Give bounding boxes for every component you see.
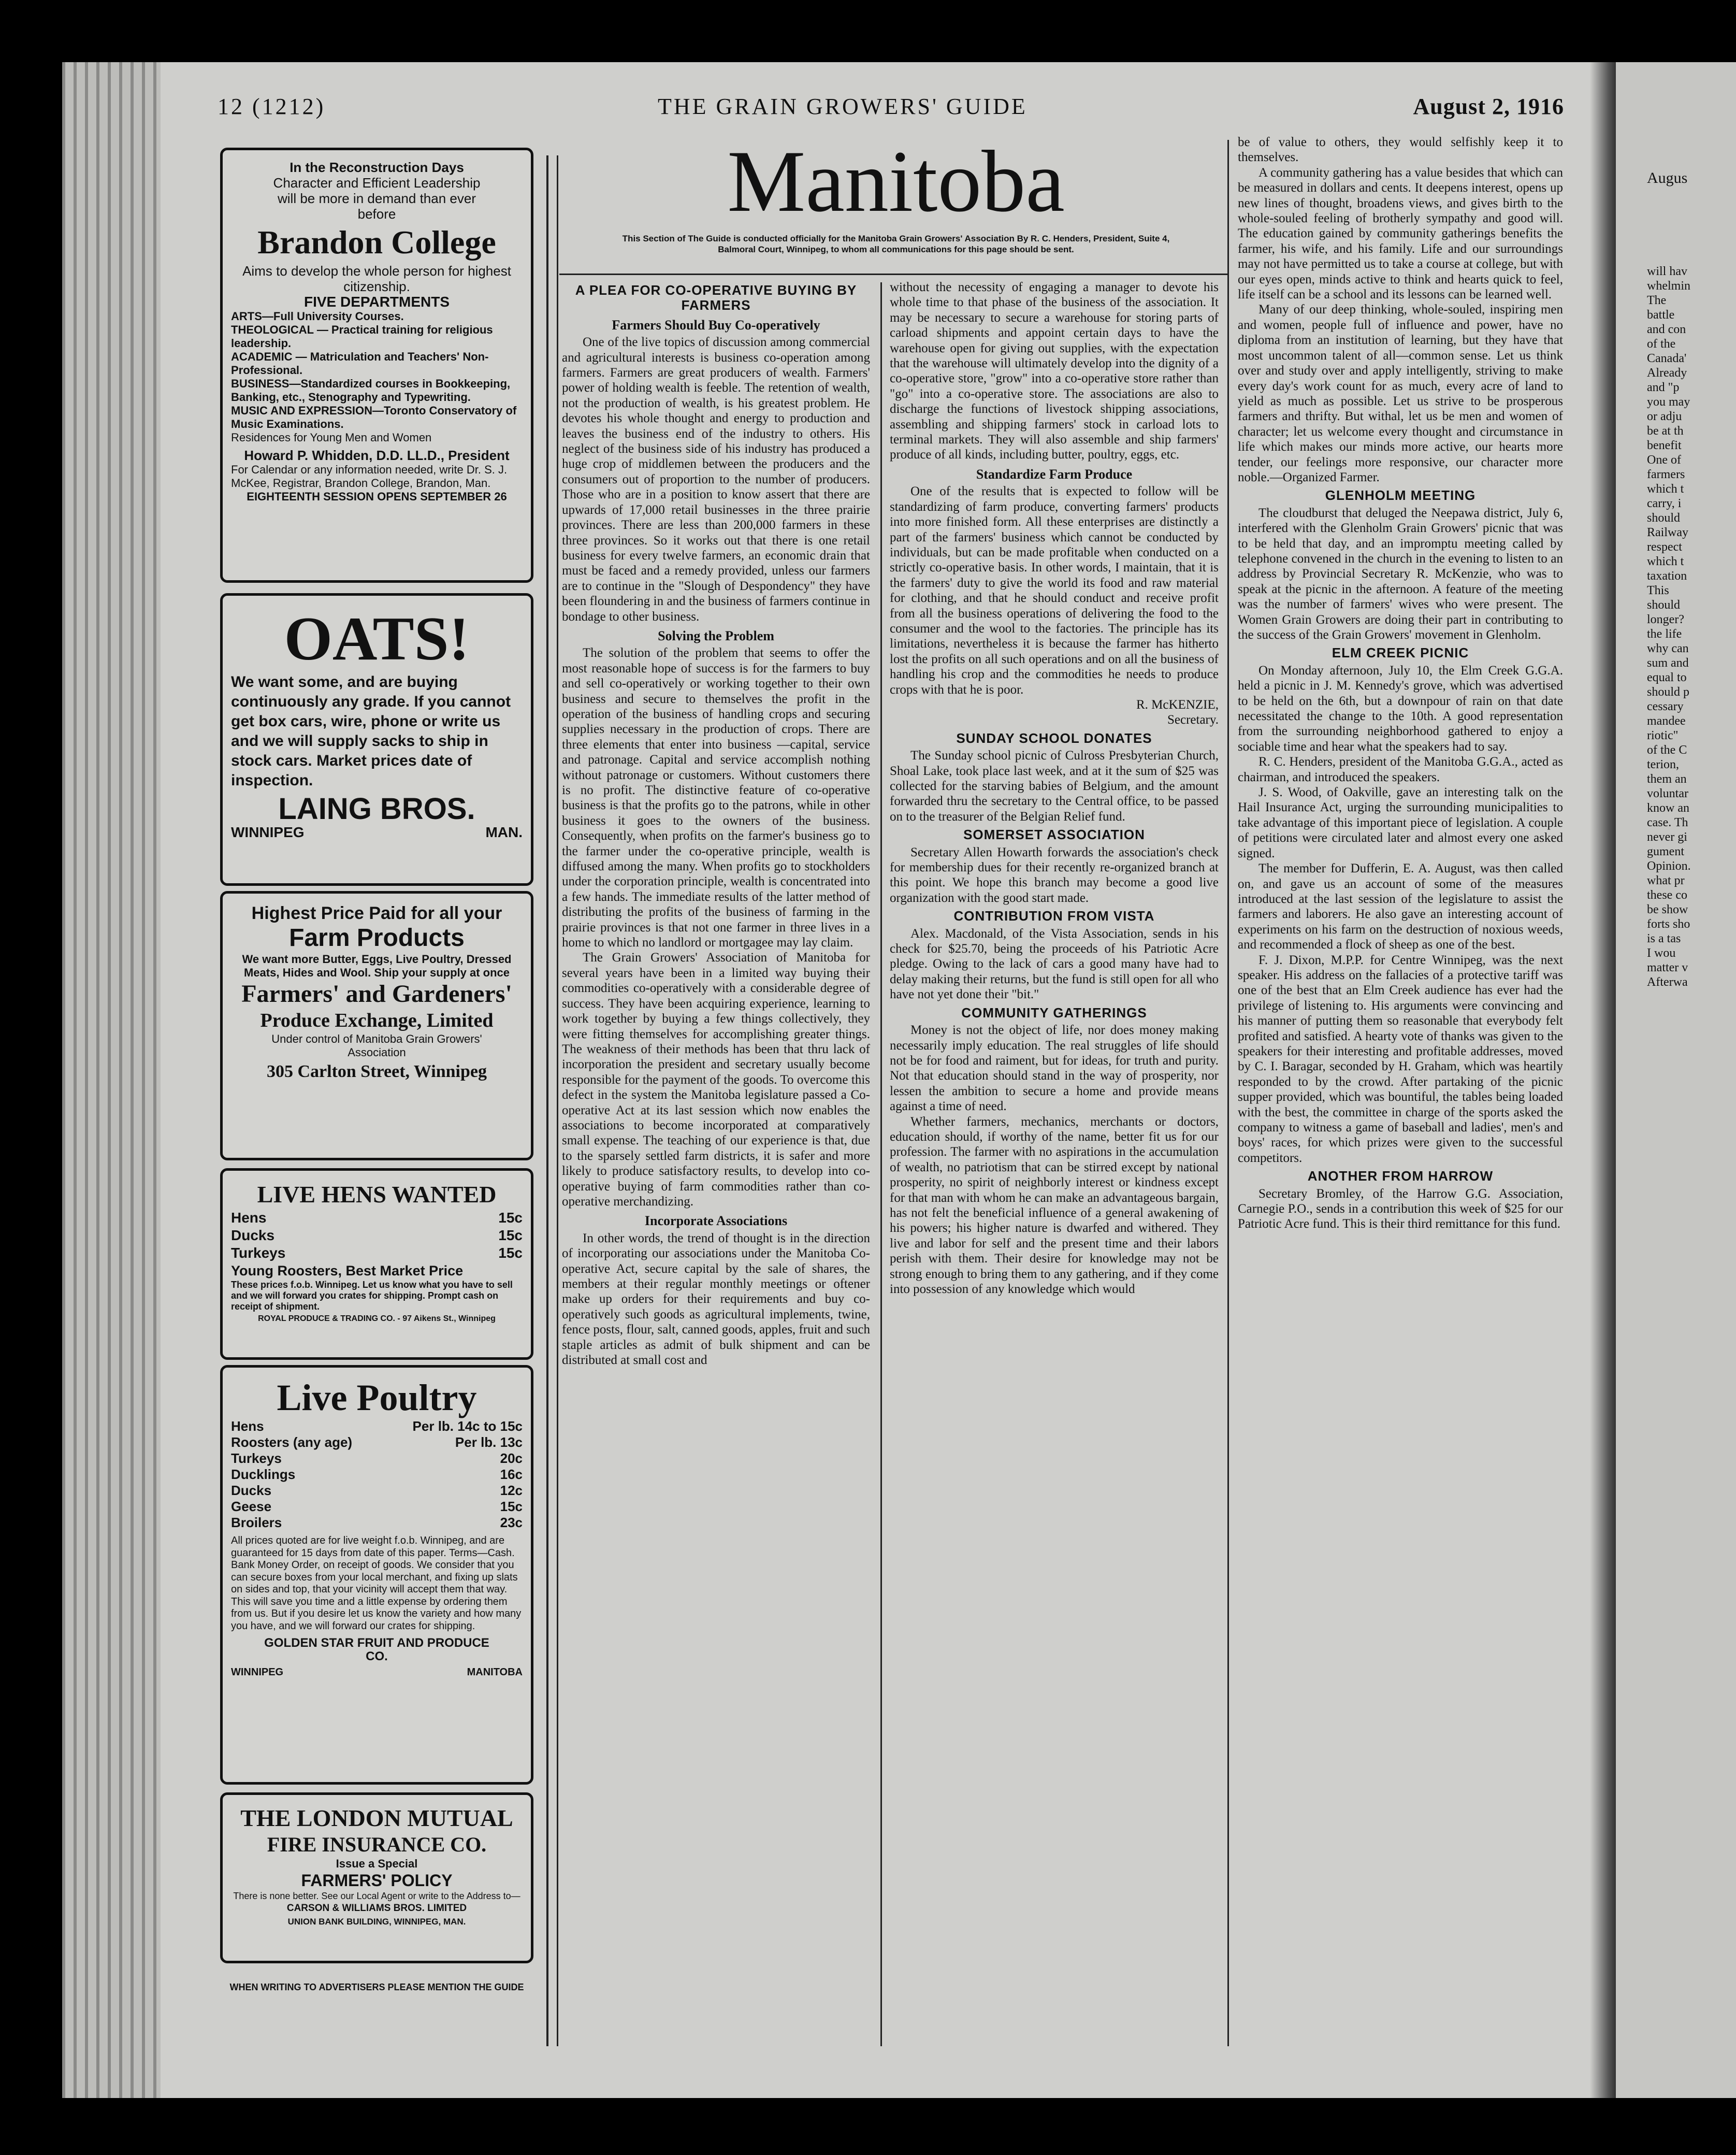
london-mutual-ad	[220, 1792, 533, 1963]
paragraph: A community gathering has a value besides that which can be measured in dollars and cents. It deepens interest, opens up new lines of thought, broadens views, and gives birth to the whole-souled feeling of brotherly sympathy and good will. The education gained by community gatherings benefits the farmer, his wife, and his family. Life and our surroundings may not have permitted us to take a course at college, but with our eyes open, minds active to think and hearts quick to feel, life itself can be a school and its lessons can be learned well.	[1238, 165, 1563, 302]
facing-page-line: longer?	[1647, 613, 1684, 626]
facing-page-line: you may	[1647, 395, 1690, 409]
price-value: Per lb. 13c	[455, 1434, 523, 1450]
column-rule	[557, 155, 558, 2046]
price-item: Turkeys	[231, 1450, 282, 1466]
facing-page-line: and con	[1647, 323, 1686, 336]
ad-kicker: In the Reconstruction Days	[290, 160, 464, 175]
price-value: 16c	[500, 1467, 523, 1482]
ad-province: MANITOBA	[467, 1666, 523, 1678]
publication-title: THE GRAIN GROWERS' GUIDE	[658, 94, 1028, 119]
price-item: Hens	[231, 1210, 267, 1226]
page-header	[218, 93, 1564, 130]
facing-page-line: never gi	[1647, 830, 1687, 844]
ad-body: All prices quoted are for live weight f.o.b. Winnipeg, and are guaranteed for 15 days from date of this paper. Terms—Cash. Bank Money Order, on receipt of goods. We consider that you can secure boxes from your local merchant, and fixing up slats on sides and top, that your vicinity will accept them that way. This will save you time and a little expense by ordering them from us. But if you desire let us know the variety and how many you have, and we will forward our crates for shipping.	[231, 1535, 522, 1632]
book-spine	[62, 62, 161, 2098]
ad-firm: GOLDEN STAR FRUIT AND PRODUCE CO.	[264, 1636, 489, 1663]
ad-kicker: Highest Price Paid for all your	[251, 903, 502, 923]
ad-issue: Issue a Special	[336, 1857, 418, 1870]
facing-page-line: which t	[1647, 482, 1684, 496]
facing-page-line: which t	[1647, 555, 1684, 568]
ad-heading: THE LONDON MUTUAL	[240, 1805, 513, 1831]
price-row	[231, 1483, 523, 1499]
paragraph: In other words, the trend of thought is in the direction of incorporating our associations under the Manitoba Co-operative Act, secure capital by the sale of shares, the members at their regular monthly meetings or oftener make up orders for their requirements and buy co-operatively such goods as agricultural implements, twine, fence posts, flour, salt, canned goods, apples, fruit and such staple articles as admit of bulk shipment and can be distributed at small cost and	[562, 1231, 870, 1368]
price-row	[231, 1244, 523, 1262]
article-headline: A PLEA FOR CO-OPERATIVE BUYING BY FARMERS	[575, 282, 857, 313]
facing-page-line: and "p	[1647, 381, 1680, 394]
ad-control: Under control of Manitoba Grain Growers' Association	[271, 1032, 482, 1059]
ad-city: WINNIPEG	[231, 1666, 284, 1678]
subheading: Standardize Farm Produce	[976, 466, 1133, 482]
price-value: Per lb. 14c to 15c	[412, 1418, 523, 1434]
price-row	[231, 1515, 523, 1531]
price-value: 15c	[498, 1227, 523, 1243]
facing-page-line: should	[1647, 511, 1681, 525]
paragraph: The solution of the problem that seems to offer the most reasonable hope of success is for the farmers to buy and sell co-operatively or working together to their own business and secure to themselves the profit in the operation of the business of handling crops and securing supplies necessary in the production of crops. There are three elements that enter into business —capital, service and patronage. Capital and service accomplish nothing without patronage or customers. Without customers there is no profit. The distinctive feature of co-operative business is that the profits go to the patrons, while in other business it goes to the owners of the business. Consequently, when profits on the farmer's business go to the farmer under the co-operative principle, wealth is diffused among the many. When profits go to stockholders under the corporation principle, wealth is concentrated into a few hands. The immediate results of the latter method of distributing the profits of the business of farming in the prairie provinces is that not one farmer in three lives in a home to which no landlord or mortgagee may lay claim.	[562, 646, 870, 950]
ad-departments-title: FIVE DEPARTMENTS	[303, 294, 450, 310]
price-value: 12c	[500, 1483, 523, 1498]
price-item: Roosters (any age)	[231, 1434, 353, 1450]
price-item: Ducklings	[231, 1467, 296, 1482]
column-rule	[880, 282, 882, 2046]
article-headline: CONTRIBUTION FROM VISTA	[953, 908, 1155, 924]
article-headline: ELM CREEK PICNIC	[1332, 645, 1469, 661]
facing-page-line: One of	[1647, 453, 1681, 467]
ad-policy: FARMERS' POLICY	[301, 1871, 453, 1890]
ad-address: UNION BANK BUILDING, WINNIPEG, MAN.	[287, 1917, 466, 1927]
ad-heading: Farm Products	[289, 924, 465, 952]
price-item: Turkeys	[231, 1245, 286, 1261]
paragraph: The cloudburst that deluged the Neepawa district, July 6, interfered with the Glenholm Grain Growers' picnic that was to be held that day, and an impromptu meeting called by telephone convened in the church in the evening to listen to an address by Provincial Secretary R. McKenzie, who was to speak at the picnic in the afternoon. A feature of the meeting was the number of farmers' wives who were present. The Women Grain Growers are doing their part in contributing to the success of the Grain Growers' movement in Glenholm.	[1238, 506, 1563, 642]
ad-city: WINNIPEG	[231, 824, 305, 840]
ad-province: MAN.	[485, 824, 523, 840]
facing-page-line: is a tas	[1647, 932, 1681, 945]
paragraph: Whether farmers, mechanics, merchants or doctors, education should, if worthy of the name, better fit us for our profession. The farmer with no aspirations in the accumulation of wealth, no patriotism that can be stirred except by national prosperity, no spirit of neighborly interest or kindness except for that man with whom he can make an advantageous bargain, has not felt the beneficial influence of a general awakening of his powers; his higher nature is dwarfed and withered. They live and labor for self and the present time and their labors perish with them. Their desire for knowledge may not be strong enough to bring them to any gathering, and if they come into possession of any knowledge which would	[890, 1114, 1219, 1296]
dept-item: ARTS—Full University Courses.	[231, 310, 404, 323]
article-headline: SUNDAY SCHOOL DONATES	[956, 730, 1152, 746]
facing-page-line: respect	[1647, 540, 1682, 554]
paragraph: F. J. Dixon, M.P.P. for Centre Winnipeg, was the next speaker. His address on the fallacies of a protective tariff was one of the best that an Elm Creek audience has ever had the privilege of listening to. His arguments were convincing and his manner of putting them so reasonable that everybody felt profited and satisfied. A hearty vote of thanks was given to the speakers for their interesting and profitable addresses, moved by C. I. Baragar, seconded by H. Graham, which was heartily responded to by the crowd. After partaking of the picnic supper provided, which was bountiful, the tables being loaded with the best, the committee in charge of the sports asked the company to witness a game of baseball and ladies', men's and boys' races, for which prizes were given to the successful competitors.	[1238, 953, 1563, 1165]
facing-page-line: forts sho	[1647, 917, 1690, 931]
price-value: 15c	[498, 1210, 523, 1226]
facing-page-line: them an	[1647, 772, 1687, 786]
facing-page-line: these co	[1647, 888, 1687, 902]
ad-body: There is none better. See our Local Agent or write to the Address to—	[233, 1891, 520, 1901]
ad-address: 305 Carlton Street, Winnipeg	[266, 1062, 487, 1081]
paragraph: Secretary Allen Howarth forwards the association's check for membership dues for their recently re-organized branch at this point. We hope this branch may become a good live organization with the good start made.	[890, 845, 1219, 905]
article-column-2	[890, 280, 1219, 2046]
facing-page-line: gument	[1647, 845, 1684, 858]
facing-page-line: equal to	[1647, 671, 1687, 684]
section-masthead: Manitoba	[727, 133, 1065, 230]
paragraph: The member for Dufferin, E. A. August, was then called on, and gave us an account of some of the measures introduced at the last session of the legislature to assist the farmers and laborers. He also gave an interesting account of experiments on his farm on the destruction of noxious weeds, and recommended a flock of sheep as one of the best.	[1238, 861, 1563, 952]
facing-page-line: why can	[1647, 642, 1689, 655]
ad-calendar: For Calendar or any information needed, write Dr. S. J. McKee, Registrar, Brandon College, Brandon, Man.	[231, 463, 508, 490]
price-row	[231, 1434, 523, 1450]
ad-note: These prices f.o.b. Winnipeg. Let us know what you have to sell and we will forward you crates for shipping. Prompt cash on receipt of shipment.	[231, 1280, 513, 1312]
facing-page-line: what pr	[1647, 874, 1685, 887]
paragraph: On Monday afternoon, July 10, the Elm Creek G.G.A. held a picnic in J. M. Kennedy's grove, which was advertised to be held on the 6th, but a downpour of rain on that date necessitated the change to the 10th. A good representation from the surrounding neighborhood gathered to enjoy a sociable time and hear what the speakers had to say.	[1238, 663, 1563, 754]
paragraph: The Grain Growers' Association of Manitoba for several years have been in a limited way buying their commodities co-operatively with a considerable degree of success. They have been acquiring experience, learning to work together by buying a few things collectively, they were fitting themselves for accomplishing greater things. The weakness of their methods has been that thru lack of incorporation the president and secretary usually become responsible for the payment of the goods. To overcome this defect in the system the Manitoba legislature passed a Co-operative Act at its last session which now enables the associations to become incorporated at comparatively small expense. The teaching of our experience is that, due to the sparsely settled farm districts, it is safer and more likely to produce satisfactory results, to develop into co-operative buying of farm commodities rather than co-operative merchandizing.	[562, 951, 870, 1209]
price-row	[231, 1209, 523, 1227]
issue-date: August 2, 1916	[1413, 94, 1564, 119]
ad-roosters	[231, 1262, 523, 1280]
ad-firm: Farmers' and Gardeners'	[241, 980, 512, 1008]
facing-page-line: Canada'	[1647, 352, 1687, 365]
facing-page-line: Already	[1647, 366, 1687, 380]
price-row	[231, 1227, 523, 1244]
price-item: Geese	[231, 1499, 272, 1514]
facing-page-line: Afterwa	[1647, 975, 1688, 989]
paragraph: One of the results that is expected to follow will be standardizing of farm produce, converting farmers' products into more finished form. All these enterprises are distinctly a part of the farmers' business which cannot be conducted by individuals, but can be made profitable when conducted on a strictly co-operative basis. In other words, I maintain, that it is the farmers' duty to give the world its food and raw material for clothing, and that he should conduct and receive profit from all the business operations of delivering the food to the consumer and the wool to the factories. The principle has its limitations, nevertheless it is because the farmer has hitherto lost the profits on all such operations and on all the business of handling his crop and the commodities he needs to produce crops with that he is poor.	[890, 484, 1219, 697]
facing-page-line: terion,	[1647, 758, 1679, 771]
signature-title: Secretary.	[1167, 713, 1219, 727]
ad-heading: Live Poultry	[277, 1377, 477, 1418]
ad-firm-line2: Produce Exchange, Limited	[260, 1010, 494, 1031]
article-column-3	[1238, 135, 1563, 2046]
facing-page-line: farmers	[1647, 468, 1685, 481]
ad-body: We want some, and are buying continuously any grade. If you cannot get box cars, wire, phone or write us and we will supply sacks to ship in stock cars. Market prices date of inspection.	[231, 673, 511, 789]
ad-heading: Brandon College	[257, 224, 496, 261]
dept-item: THEOLOGICAL — Practical training for religious leadership.	[231, 323, 493, 350]
price-row	[231, 1450, 523, 1467]
facing-page-line: taxation	[1647, 569, 1687, 583]
facing-page-line: matter v	[1647, 961, 1688, 974]
paragraph: J. S. Wood, of Oakville, gave an interesting talk on the Hail Insurance Act, urging the surrounding municipalities to take advantage of this important piece of legislation. A couple of petitions were circulated later and almost every one asked signed.	[1238, 785, 1563, 860]
article-headline: COMMUNITY GATHERINGS	[961, 1004, 1147, 1021]
live-poultry-ad	[220, 1365, 533, 1785]
price-row	[231, 1418, 523, 1434]
facing-page-line: battle	[1647, 308, 1675, 322]
price-item: Broilers	[231, 1515, 282, 1530]
facing-page-line: whelmin	[1647, 279, 1690, 293]
ad-body: We want more Butter, Eggs, Live Poultry, Dressed Meats, Hides and Wool. Ship your supply at once	[242, 953, 512, 979]
paragraph: without the necessity of engaging a manager to devote his whole time to that phase of the business of the association. It may be necessary to secure a warehouse for storing parts of carload shipments and appoint certain days to have the warehouse open for giving out supplies, with the expectation that the warehouse will ultimately develop into the dignity of a co-operative store, "grow" into a co-operative store rather than "go" into a co-operative store. The associations are also to discharge the functions of livestock shipping associations, assembling and shipping farmers' stock in carload lots to terminal markets. They will also assemble and ship farmers' produce of all kinds, including butter, poultry, eggs, etc.	[890, 280, 1219, 462]
ad-aim: Aims to develop the whole person for highest citizenship.	[242, 263, 511, 294]
facing-page-text	[1647, 264, 1691, 989]
facing-page-line: case. Th	[1647, 816, 1688, 829]
facing-page-line: Railway	[1647, 526, 1688, 539]
facing-page-line: riotic"	[1647, 729, 1679, 742]
facing-page-line: be at th	[1647, 424, 1684, 438]
column-rule	[1227, 140, 1229, 2046]
price-value: 20c	[500, 1450, 523, 1466]
dept-item: BUSINESS—Standardized courses in Bookkeeping, Banking, etc., Stenography and Typewriting.	[231, 377, 511, 404]
ad-location	[231, 1663, 523, 1681]
facing-page-line: The	[1647, 294, 1667, 307]
oats-ad	[220, 593, 533, 886]
facing-page-line: should p	[1647, 685, 1690, 699]
ad-firm: CARSON & WILLIAMS BROS. LIMITED	[286, 1903, 467, 1914]
paragraph: Secretary Bromley, of the Harrow G.G. Association, Carnegie P.O., sends in a contribution this week of $25 for our Patriotic Acre fund. This is their third remittance for this fund.	[1238, 1186, 1563, 1231]
signature: R. McKENZIE,	[1136, 697, 1219, 712]
facing-page-line: or adju	[1647, 410, 1682, 423]
section-note: This Section of The Guide is conducted officially for the Manitoba Grain Growers' Association By R. C. Henders, President, Suite 4, Balmoral Court, Winnipeg, to whom all communications for this page should be sent.	[622, 234, 1170, 254]
price-value: 15c	[500, 1499, 523, 1514]
paragraph: Alex. Macdonald, of the Vista Association, sends in his check for $25.70, being the proceeds of his Patriotic Acre pledge. Owing to the lack of cars a good many have had to delay making their returns, but the fund is still open for all who have not yet done their "bit."	[890, 926, 1219, 1002]
paragraph: be of value to others, they would selfishly keep it to themselves.	[1238, 135, 1563, 165]
facing-page-line: should	[1647, 598, 1681, 612]
facing-page-line: of the	[1647, 337, 1676, 351]
advertisers-notice: WHEN WRITING TO ADVERTISERS PLEASE MENTION THE GUIDE	[229, 1982, 524, 1992]
subheading: Incorporate Associations	[644, 1213, 788, 1229]
article-headline: GLENHOLM MEETING	[1325, 487, 1476, 504]
subheading: Farmers Should Buy Co-operatively	[612, 317, 820, 333]
article-column-1	[562, 280, 870, 2046]
ad-firm: ROYAL PRODUCE & TRADING CO. - 97 Aikens St., Winnipeg	[258, 1314, 496, 1323]
price-value: 15c	[498, 1245, 523, 1261]
ad-heading: LIVE HENS WANTED	[257, 1181, 497, 1208]
paragraph: Many of our deep thinking, whole-souled, inspiring men and women, people full of influence and power, have no diploma from an institution of learning, but they have that most uncommon talent of all—common sense. Let us think over and study over and apply intelligently, striving to make every day's work count for as much, every acre of land to yield as much as possible. Let us strive to be prosperous farmers and thrifty. But withal, let us be men and women of character; let us welcome every thought and circumstance in life which makes our minds more active, our hearts more tender, our feelings more responsive, our character more noble.—Organized Farmer.	[1238, 303, 1563, 484]
paragraph: R. C. Henders, president of the Manitoba G.G.A., acted as chairman, and introduced the speakers.	[1238, 755, 1563, 784]
masthead-rule	[559, 274, 1227, 275]
ad-heading-line2: FIRE INSURANCE CO.	[267, 1833, 487, 1856]
paragraph: One of the live topics of discussion among commercial and agricultural interests is business co-operation among farmers. Farmers are great producers of wealth. Farmers' power of holding wealth is feeble. The retention of wealth, not the production of wealth, is his greatest problem. He devotes his whole thought and energy to production and leaves the business end of the industry to others. His neglect of the business side of his industry has produced a huge crop of middlemen between the producers and the consumers out of proportion to the number of producers. Those who are in a position to know assert that there are upwards of 17,000 retail businesses in the three prairie provinces. There are less than 200,000 farmers in these three provinces. So it works out that there is one retail business for every twelve farmers, an economic drain that must be faced and a remedy provided, unless our farmers are to continue in the "Slough of Despondency" they have been floundering in and the business of farmers continue in bondage to other business.	[562, 335, 870, 624]
paragraph: The Sunday school picnic of Culross Presbyterian Church, Shoal Lake, took place last week, and at it the sum of $25 was collected for the starving babies of Belgium, and the amount forwarded thru the secretary to the Central office, to be passed on to the treasurer of the Belgian Relief fund.	[890, 749, 1219, 824]
price-item: Ducks	[231, 1227, 275, 1243]
ad-session: EIGHTEENTH SESSION OPENS SEPTEMBER 26	[247, 490, 507, 503]
ad-president: Howard P. Whidden, D.D. LL.D., President	[244, 448, 510, 463]
facing-page-line: This	[1647, 584, 1669, 597]
column-rule	[546, 155, 548, 2046]
facing-page-line: cessary	[1647, 700, 1684, 713]
article-headline: ANOTHER FROM HARROW	[1307, 1168, 1494, 1184]
live-hens-ad	[220, 1168, 533, 1360]
roosters-text: Young Roosters, Best Market Price	[231, 1263, 464, 1278]
facing-page-line: know an	[1647, 801, 1689, 815]
facing-page-line: sum and	[1647, 656, 1689, 670]
dept-item: ACADEMIC — Matriculation and Teachers' Non-Professional.	[231, 350, 489, 377]
article-headline: SOMERSET ASSOCIATION	[963, 827, 1145, 843]
ad-location	[231, 824, 523, 841]
price-value: 23c	[500, 1515, 523, 1530]
price-row	[231, 1467, 523, 1483]
ad-firm: LAING BROS.	[278, 792, 475, 826]
facing-page-line: I wou	[1647, 946, 1676, 960]
ad-residences: Residences for Young Men and Women	[231, 431, 432, 444]
price-item: Hens	[231, 1418, 264, 1434]
paragraph: Money is not the object of life, nor does money making necessarily imply education. The real struggles of life should not be for food and raiment, but for ideas, for truth and purity. Not that education should stand in the way of prosperity, nor lessen the ambition to secure a home and provide means against a time of need.	[890, 1023, 1219, 1114]
facing-page-line: will hav	[1647, 265, 1687, 278]
facing-page-line: be show	[1647, 903, 1688, 916]
subheading: Solving the Problem	[658, 628, 774, 643]
facing-page-line: voluntar	[1647, 787, 1688, 800]
ad-subtitle: Character and Efficient Leadership will be more in demand than ever before	[273, 175, 481, 222]
facing-page-line: benefit	[1647, 439, 1682, 452]
ad-heading: OATS!	[284, 604, 470, 673]
price-row	[231, 1499, 523, 1515]
facing-page-line: the life	[1647, 627, 1682, 641]
facing-page-header: Augus	[1647, 169, 1688, 186]
farm-products-ad	[220, 891, 533, 1160]
brandon-college-ad	[220, 148, 533, 583]
facing-page-line: carry, i	[1647, 497, 1682, 510]
price-item: Ducks	[231, 1483, 272, 1498]
facing-page-line: of the C	[1647, 743, 1687, 757]
facing-page-line: mandee	[1647, 714, 1686, 728]
page-number: 12 (1212)	[218, 94, 326, 119]
dept-item: MUSIC AND EXPRESSION—Toronto Conservatory of Music Examinations.	[231, 404, 517, 430]
facing-page-line: Opinion.	[1647, 859, 1691, 873]
